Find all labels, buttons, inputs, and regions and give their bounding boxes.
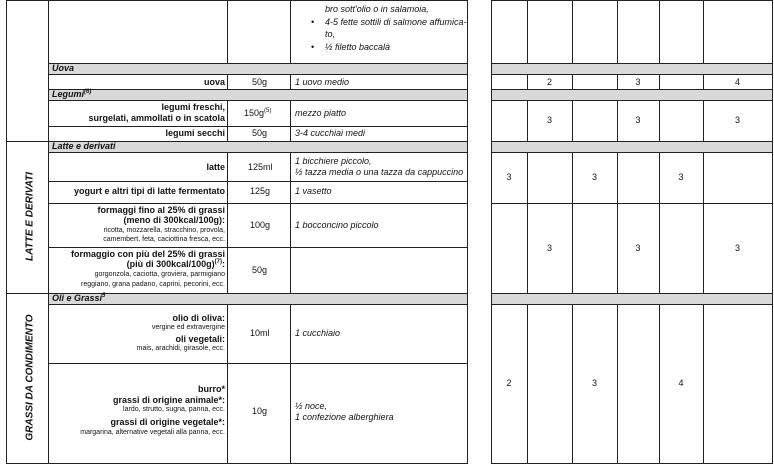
- grid-line: [491, 152, 773, 153]
- grid-line: [491, 203, 773, 204]
- portion-latte: 1 bicchiere piccolo,: [295, 156, 372, 166]
- food-olio: olio di oliva:: [172, 313, 225, 323]
- food-oli-vegetali-sub: mais, arachidi, girasole, ecc.: [136, 345, 225, 352]
- food-olio-sub: vergine ed extravergine: [151, 324, 225, 331]
- section-header-latte: Latte e derivati: [52, 141, 116, 151]
- grid-line: [491, 0, 773, 1]
- grid-line: [572, 74, 573, 89]
- food-formaggi-light-examples: ricotta, mozzarella, stracchino, provola,: [103, 227, 225, 234]
- grid-line: [659, 0, 660, 63]
- grid-line: [48, 89, 468, 90]
- grid-line: [227, 304, 228, 464]
- qty-latte: 125ml: [248, 162, 273, 172]
- freq-grassi-2: 3: [591, 378, 597, 388]
- right-band-uova: [491, 63, 773, 74]
- grid-line: [6, 0, 7, 464]
- grid-line: [491, 304, 773, 305]
- grid-line: [527, 304, 528, 464]
- food-legumi-secchi: legumi secchi: [165, 128, 225, 138]
- grid-line: [703, 304, 704, 464]
- freq-formaggi-3: 3: [734, 243, 740, 253]
- qty-olio: 10ml: [250, 328, 270, 338]
- grid-line: [227, 74, 228, 89]
- grid-line: [659, 100, 660, 141]
- section-header-legumi: Legumi$^{(6)}$: [52, 89, 92, 99]
- right-band-legumi: [491, 89, 773, 100]
- food-grassi-vegetale-sub: margarina, alternative vegetali alla panna, ecc.: [80, 429, 225, 436]
- freq-uova-2: 3: [635, 77, 641, 87]
- grid-line: [48, 126, 468, 127]
- freq-uova-1: 2: [546, 77, 552, 87]
- qty-legumi-freschi: $150g^{(5)}$: [244, 108, 272, 118]
- grid-line: [617, 304, 618, 464]
- grid-line: [491, 293, 773, 294]
- portion-legumi-secchi: 3-4 cucchiai medi: [295, 128, 366, 138]
- section-band-uova: [48, 63, 467, 74]
- freq-uova-3: 4: [734, 77, 740, 87]
- fish-note-bullet: • 4-5 fette sottili di salmone affumica-: [325, 17, 467, 27]
- qty-burro: 10g: [252, 406, 268, 416]
- grid-line: [227, 0, 228, 63]
- food-grassi-animale: grassi di origine animale*:: [112, 395, 225, 405]
- grid-line: [703, 0, 704, 63]
- grid-line: [491, 141, 773, 142]
- freq-grassi-1: 2: [506, 378, 512, 388]
- grid-line: [290, 0, 291, 63]
- food-formaggi-light: formaggi fino al 25% di grassi: [97, 205, 225, 215]
- food-latte: latte: [206, 162, 225, 172]
- portion-latte-2: ½ tazza media o una tazza da cappuccino: [295, 167, 464, 177]
- food-formaggi-fat-examples-2: reggiano, grana padano, caprini, pecorini, ecc.: [81, 281, 225, 288]
- grid-line: [491, 63, 773, 64]
- grid-line: [290, 304, 291, 464]
- grid-line: [48, 0, 49, 464]
- qty-legumi-secchi: 50g: [252, 128, 268, 138]
- food-burro: burro*: [198, 384, 225, 394]
- food-uova: uova: [203, 77, 225, 87]
- grid-line: [6, 463, 468, 464]
- food-legumi-freschi: legumi freschi,: [161, 102, 225, 112]
- grid-line: [48, 203, 468, 204]
- food-formaggi-light-examples-2: camembert, feta, caciottina fresca, ecc.: [103, 236, 225, 243]
- food-grassi-vegetale: grassi di origine vegetale*:: [110, 417, 225, 427]
- grid-line: [227, 100, 228, 141]
- grid-line: [491, 463, 773, 464]
- food-yogurt: yogurt e altri tipi di latte fermentato: [73, 186, 225, 196]
- freq-grassi-3: 4: [678, 378, 684, 388]
- portion-olio: 1 cucchiaio: [295, 328, 341, 338]
- grid-line: [48, 304, 468, 305]
- food-formaggi-fat-2: (più di 300kcal/100g)$^{(7)}$:: [126, 259, 225, 269]
- freq-legumi-2: 3: [635, 115, 641, 125]
- grid-line: [703, 152, 704, 293]
- grid-line: [491, 0, 492, 464]
- grid-line: [527, 0, 528, 63]
- grid-line: [491, 74, 773, 75]
- grid-line: [48, 152, 468, 153]
- food-formaggi-fat: formaggio con più del 25% di grassi: [70, 249, 225, 259]
- portion-uova: 1 uovo medio: [295, 77, 350, 87]
- grid-line: [617, 152, 618, 293]
- food-legumi-freschi-2: surgelati, ammollati o in scatola: [88, 113, 225, 123]
- freq-latte-2: 3: [591, 172, 597, 182]
- qty-formaggi-light: 100g: [250, 220, 271, 230]
- food-formaggi-light-2: (meno di 300kcal/100g):: [123, 215, 225, 225]
- grid-line: [491, 100, 773, 101]
- grid-line: [290, 152, 291, 293]
- grid-line: [48, 181, 468, 182]
- fish-note-line: bro sott'olio o in salamoia,: [325, 4, 429, 14]
- food-formaggi-fat-examples: gorgonzola, caciotta, groviera, parmigiano: [94, 271, 225, 278]
- freq-latte-3: 3: [678, 172, 684, 182]
- portion-yogurt: 1 vasetto: [295, 186, 332, 196]
- category-latte-derivati: LATTE E DERIVATI: [24, 172, 36, 261]
- grid-line: [572, 0, 573, 63]
- freq-legumi-3: 3: [734, 115, 740, 125]
- grid-line: [290, 100, 291, 141]
- fish-note-line: to,: [325, 29, 336, 39]
- grid-line: [48, 63, 468, 64]
- qty-formaggi-fat: 50g: [252, 265, 268, 275]
- qty-uova: 50g: [252, 77, 268, 87]
- grid-line: [48, 247, 468, 248]
- food-oli-vegetali: oli vegetali:: [175, 334, 225, 344]
- section-band-oli: [48, 293, 467, 304]
- section-header-oli: Oli e Grassi$^5$: [52, 293, 106, 303]
- portion-legumi-freschi: mezzo piatto: [295, 108, 347, 118]
- grid-line: [617, 0, 618, 63]
- grid-line: [659, 74, 660, 89]
- food-grassi-animale-sub: lardo, strutto, sugna, panna, ecc.: [123, 406, 225, 413]
- right-band-latte: [491, 141, 773, 152]
- right-band-oli: [491, 293, 773, 304]
- freq-latte-1: 3: [506, 172, 512, 182]
- section-header-uova: Uova: [52, 63, 75, 73]
- grid-line: [527, 152, 528, 293]
- grid-line: [290, 74, 291, 89]
- fish-note-bullet: • ½ filetto baccalà: [325, 42, 390, 52]
- grid-line: [227, 152, 228, 293]
- grid-line: [48, 363, 468, 364]
- freq-formaggi-1: 3: [546, 243, 552, 253]
- category-grassi-condimento: GRASSI DA CONDIMENTO: [24, 314, 36, 441]
- freq-legumi-1: 3: [546, 115, 552, 125]
- grid-line: [48, 100, 468, 101]
- freq-formaggi-2: 3: [635, 243, 641, 253]
- qty-yogurt: 125g: [250, 186, 271, 196]
- portion-formaggi-light: 1 bocconcino piccolo: [295, 220, 379, 230]
- grid-line: [491, 89, 773, 90]
- grid-line: [467, 0, 468, 464]
- section-band-legumi: [48, 89, 467, 100]
- grid-line: [48, 74, 468, 75]
- portion-burro-2: 1 confezione alberghiera: [295, 412, 394, 422]
- portion-burro: ½ noce,: [295, 401, 328, 411]
- grid-line: [6, 0, 468, 1]
- grid-line: [572, 100, 573, 141]
- grid-line: [772, 0, 773, 464]
